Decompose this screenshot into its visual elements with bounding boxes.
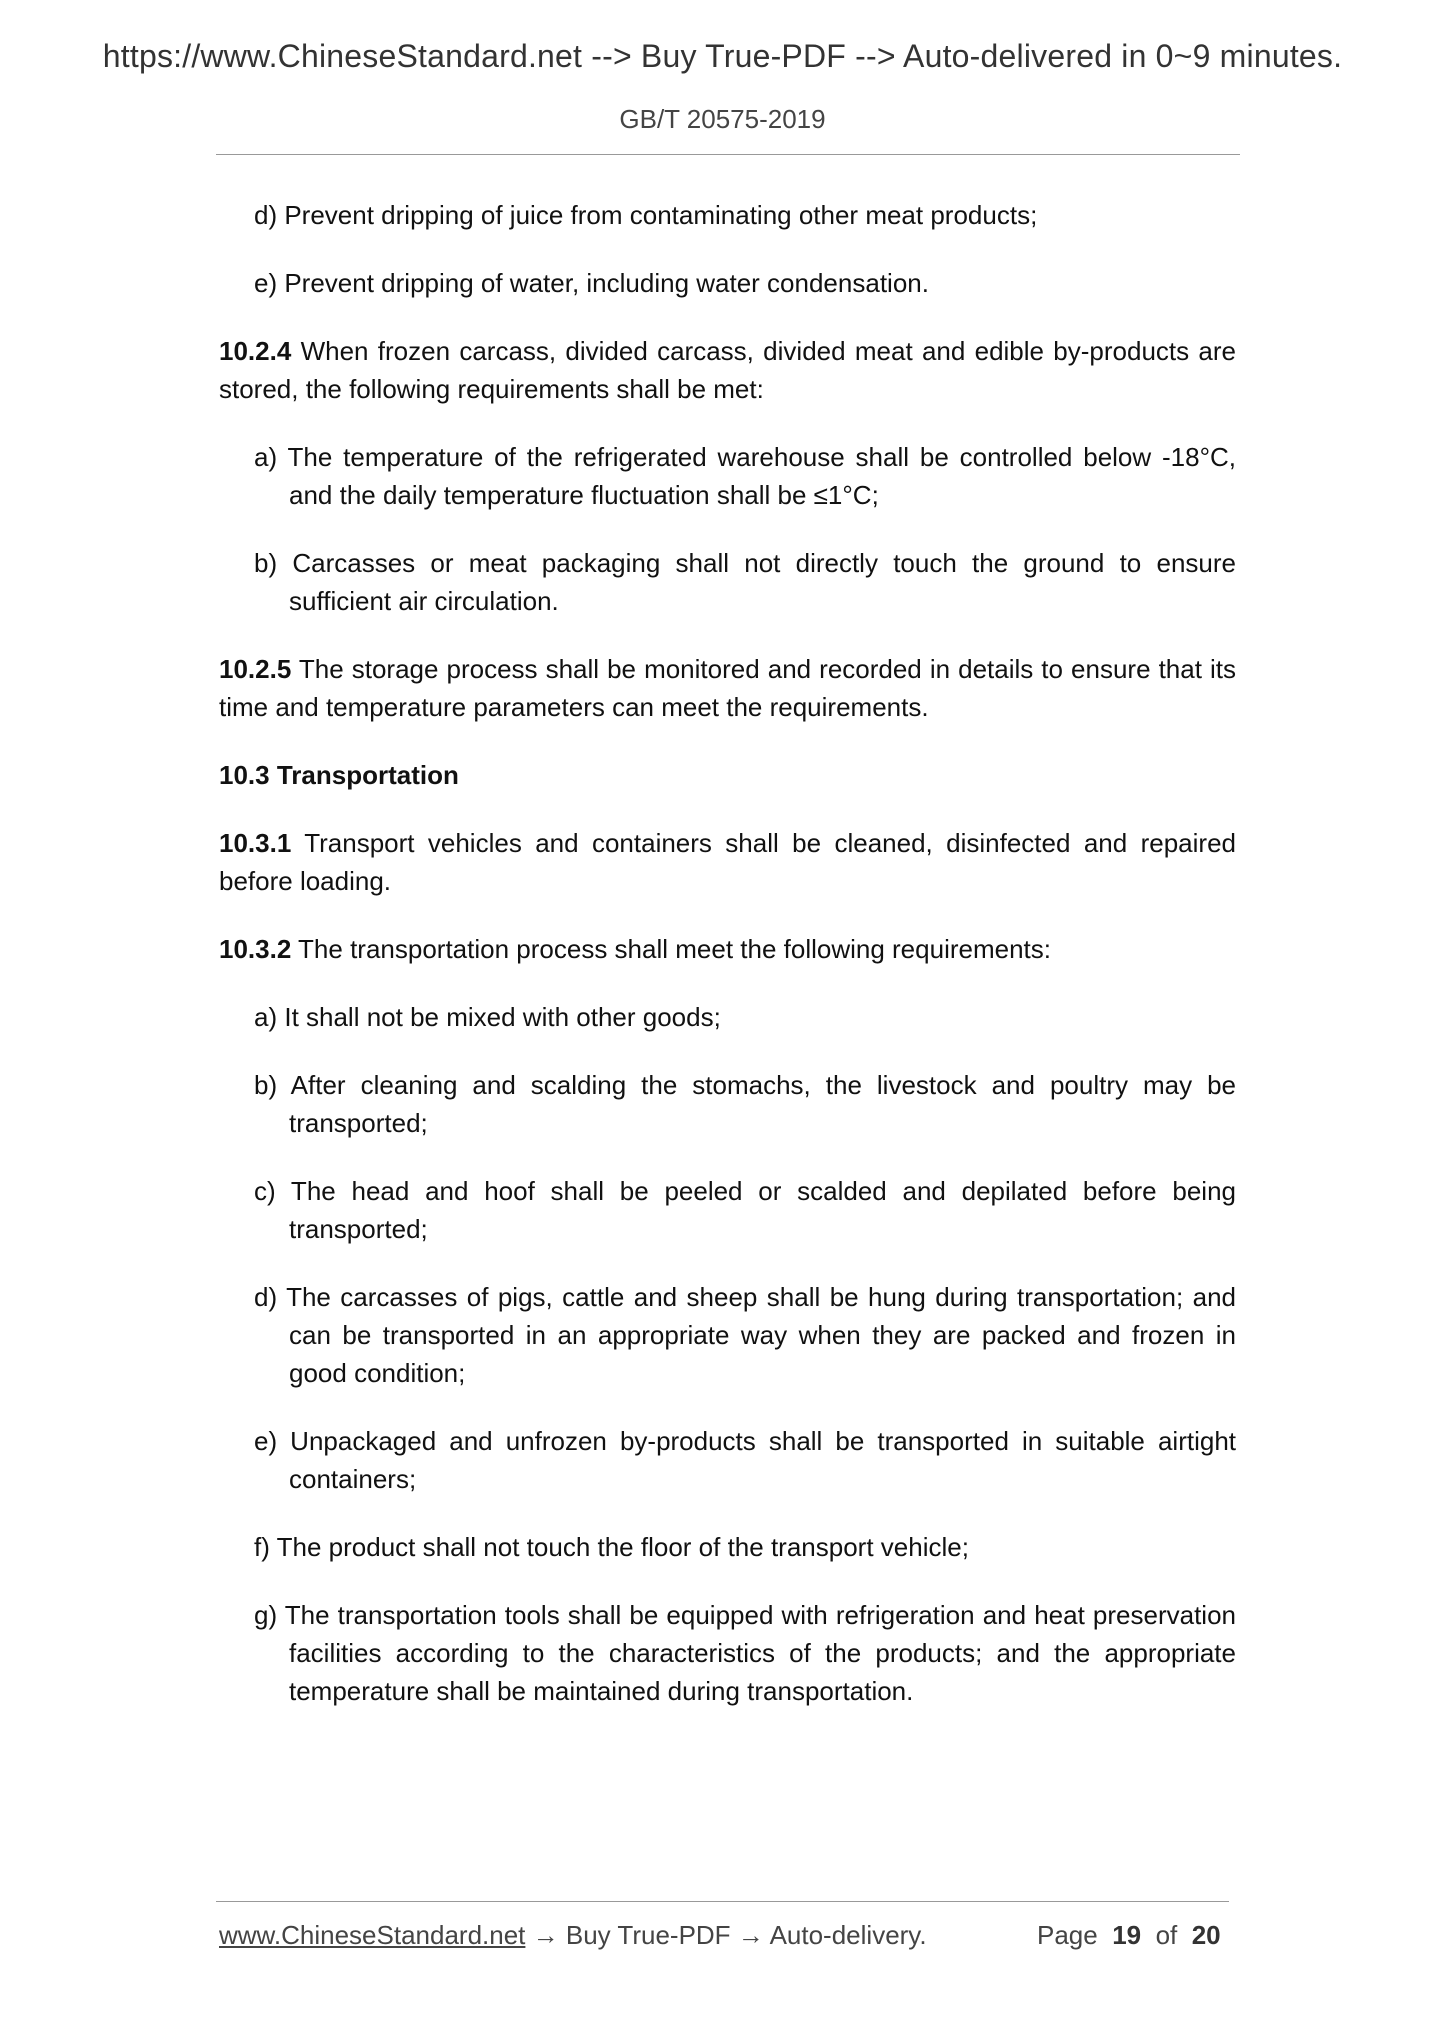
clause-number: 10.2.4 [219, 336, 292, 366]
page-total: 20 [1191, 1920, 1221, 1950]
top-banner: https://www.ChineseStandard.net --> Buy True-PDF --> Auto-delivered in 0~9 minutes. [102, 38, 1343, 74]
footer-divider [216, 1901, 1229, 1902]
clause-number: 10.3.2 [219, 934, 292, 964]
list-item: e) Unpackaged and unfrozen by-products shall be transported in suitable airtight containers; [254, 1426, 1236, 1494]
clause-number: 10.2.5 [219, 654, 292, 684]
clause-text: The transportation process shall meet the following requirements: [291, 934, 1051, 964]
standard-number: GB/T 20575-2019 [619, 104, 826, 134]
list-item-e: e) Prevent dripping of water, including water condensation. [254, 268, 929, 298]
clause-text: The storage process shall be monitored and recorded in details to ensure that its time and temperature parameters can meet the requirements. [219, 654, 1236, 722]
list-item: f) The product shall not touch the floor of the transport vehicle; [254, 1532, 969, 1562]
site-link[interactable]: www.ChineseStandard.net [219, 1920, 526, 1950]
list-item-d: d) Prevent dripping of juice from contaminating other meat products; [254, 200, 1038, 230]
clause-10-2-4 [219, 332, 1236, 408]
clause-number: 10.3.1 [219, 828, 292, 858]
section-heading-10-3: 10.3 Transportation [219, 760, 459, 790]
page-current: 19 [1112, 1920, 1142, 1950]
list-item: d) The carcasses of pigs, cattle and sheep shall be hung during transportation; and can be transported in an appropriate way when they are packed and frozen in good condition; [254, 1282, 1236, 1388]
page-label: Page [1037, 1920, 1098, 1950]
clause-10-3-2 [219, 930, 1236, 968]
footer-promo-text: → Buy True-PDF → Auto-delivery. [525, 1920, 927, 1950]
clause-text: Transport vehicles and containers shall be cleaned, disinfected and repaired before loading. [219, 828, 1236, 896]
clause-10-2-5 [219, 650, 1236, 726]
list-item-a: a) The temperature of the refrigerated warehouse shall be controlled below -18°C, and the daily temperature fluctuation shall be ≤1°C; [254, 442, 1236, 510]
list-item-b: b) Carcasses or meat packaging shall not directly touch the ground to ensure sufficient air circulation. [254, 548, 1236, 616]
footer-promo [219, 1920, 927, 1951]
list-item: b) After cleaning and scalding the stomachs, the livestock and poultry may be transported; [254, 1070, 1236, 1138]
list-item: g) The transportation tools shall be equipped with refrigeration and heat preservation facilities according to the characteristics of the products; and the appropriate temperature shall be maintained during transportation. [254, 1600, 1236, 1706]
document-body [219, 196, 1236, 1740]
header-divider [216, 154, 1240, 155]
list-item: a) It shall not be mixed with other goods; [254, 1002, 721, 1032]
clause-text: When frozen carcass, divided carcass, divided meat and edible by-products are stored, the following requirements shall be met: [219, 336, 1236, 404]
clause-10-3-1 [219, 824, 1236, 900]
page-indicator [1037, 1920, 1221, 1951]
list-item: c) The head and hoof shall be peeled or scalded and depilated before being transported; [254, 1176, 1236, 1244]
of-label: of [1155, 1920, 1178, 1950]
